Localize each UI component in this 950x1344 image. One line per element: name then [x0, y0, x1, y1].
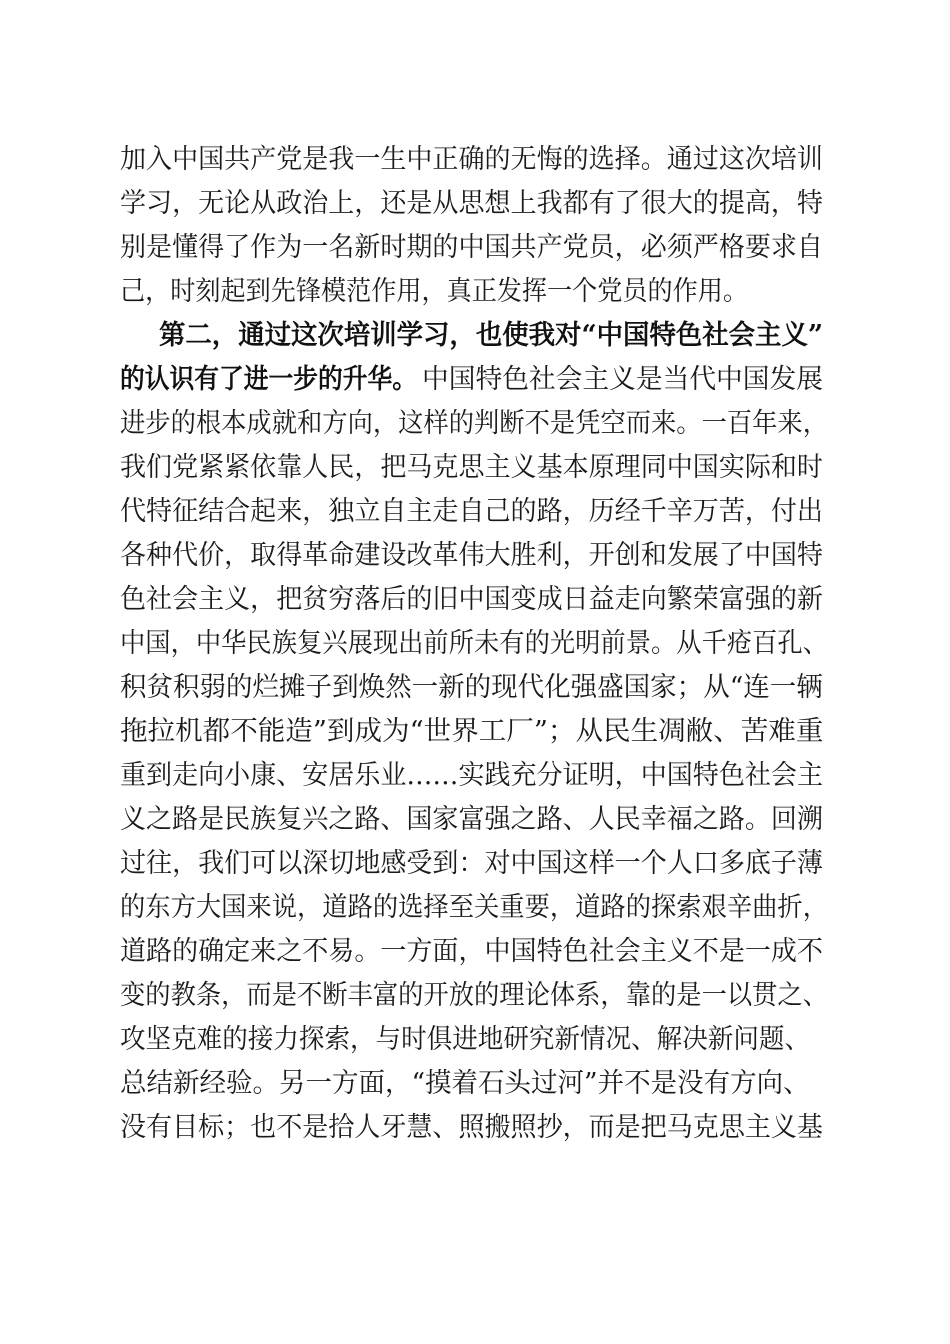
text-line: 过往，我们可以深切地感受到：对中国这样一个人口多底子薄 [120, 848, 823, 879]
text-line: 中国特色社会主义是当代中国发展 [422, 364, 823, 395]
text-line: 的东方大国来说，道路的选择至关重要，道路的探索艰辛曲折， [120, 892, 828, 923]
text-line: 色社会主义，把贫穷落后的旧中国变成日益走向繁荣富强的新 [120, 584, 823, 615]
text-line: 代特征结合起来，独立自主走自己的路，历经千辛万苦，付出 [120, 496, 823, 527]
text-line: 学习，无论从政治上，还是从思想上我都有了很大的提高，特 [120, 188, 823, 219]
section-heading-line: 第二，通过这次培训学习，也使我对“中国特色社会主义” [159, 320, 824, 351]
text-line: 我们党紧紧依靠人民，把马克思主义基本原理同中国实际和时 [120, 452, 823, 483]
text-line: 变的教条，而是不断丰富的开放的理论体系，靠的是一以贯之、 [120, 980, 828, 1011]
text-line: 己，时刻起到先锋模范作用，真正发挥一个党员的作用。 [120, 276, 749, 307]
text-line: 各种代价，取得革命建设改革伟大胜利，开创和发展了中国特 [120, 540, 823, 571]
text-line: 重到走向小康、安居乐业……实践充分证明，中国特色社会主 [120, 760, 823, 791]
text-line: 没有目标；也不是拾人牙慧、照搬照抄，而是把马克思主义基 [120, 1112, 823, 1143]
section-heading-line: 的认识有了进一步的升华。 [120, 364, 418, 395]
text-line: 进步的根本成就和方向，这样的判断不是凭空而来。一百年来， [120, 408, 828, 439]
text-line: 加入中国共产党是我一生中正确的无悔的选择。通过这次培训 [120, 144, 823, 175]
text-line: 道路的确定来之不易。一方面，中国特色社会主义不是一成不 [120, 936, 823, 967]
text-line: 义之路是民族复兴之路、国家富强之路、人民幸福之路。回溯 [120, 804, 823, 835]
text-line: 总结新经验。另一方面，“摸着石头过河”并不是没有方向、 [120, 1068, 810, 1099]
text-line: 攻坚克难的接力探索，与时俱进地研究新情况、解决新问题、 [120, 1024, 810, 1055]
text-line: 积贫积弱的烂摊子到焕然一新的现代化强盛国家；从“连一辆 [120, 672, 823, 703]
text-line: 中国，中华民族复兴展现出前所未有的光明前景。从千疮百孔、 [120, 628, 828, 659]
text-line: 拖拉机都不能造”到成为“世界工厂”；从民生凋敝、苦难重 [120, 716, 824, 747]
text-line: 别是懂得了作为一名新时期的中国共产党员，必须严格要求自 [120, 232, 823, 263]
